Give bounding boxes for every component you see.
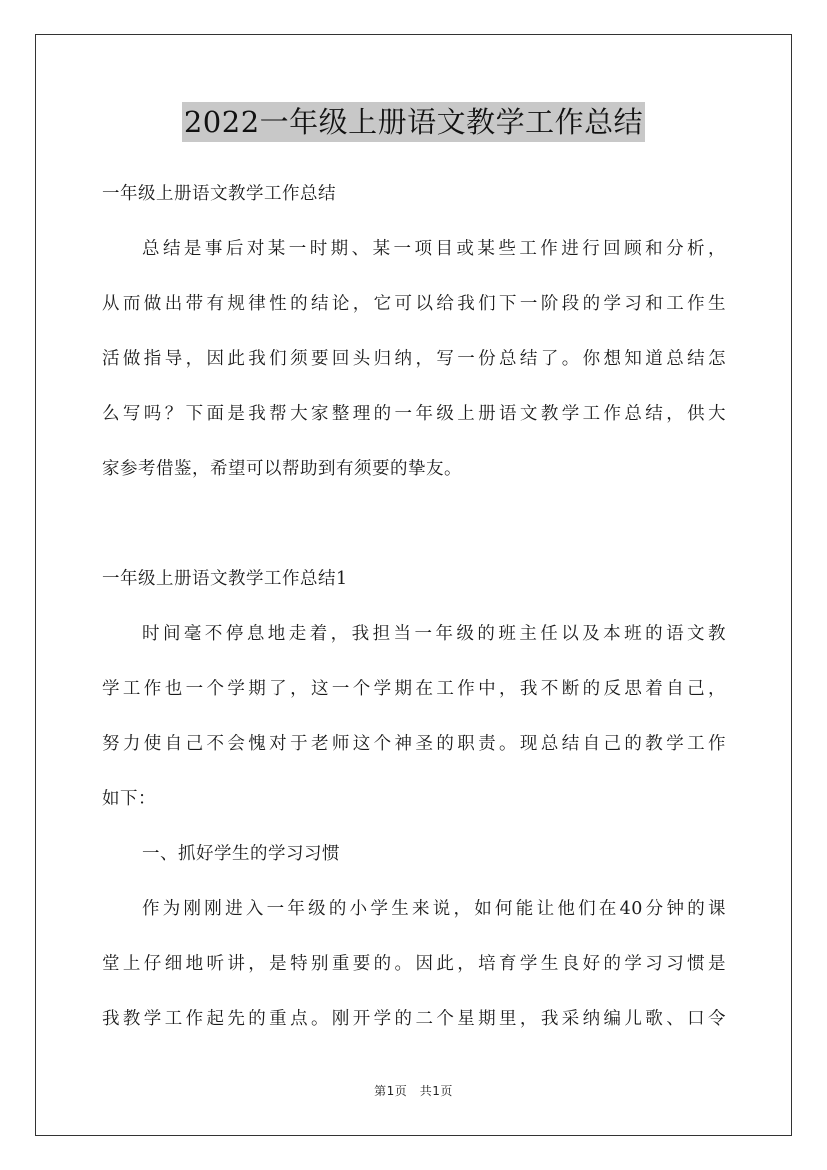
title-container <box>0 102 827 142</box>
paragraph-line: 我教学工作起先的重点。刚开学的二个星期里，我采纳编儿歌、口令 <box>102 1009 726 1029</box>
section-heading: 一年级上册语文教学工作总结1 <box>102 569 348 589</box>
subtitle-line: 一年级上册语文教学工作总结 <box>102 184 336 204</box>
paragraph-line: 家参考借鉴，希望可以帮助到有须要的挚友。 <box>102 459 462 479</box>
paragraph-line: 从而做出带有规律性的结论，它可以给我们下一阶段的学习和工作生 <box>102 294 726 314</box>
paragraph-line: 努力使自己不会愧对于老师这个神圣的职责。现总结自己的教学工作 <box>102 734 726 754</box>
paragraph-line: 总结是事后对某一时期、某一项目或某些工作进行回顾和分析， <box>142 239 726 259</box>
paragraph-line: 活做指导，因此我们须要回头归纳，写一份总结了。你想知道总结怎 <box>102 349 726 369</box>
paragraph-line: 时间毫不停息地走着，我担当一年级的班主任以及本班的语文教 <box>142 624 726 644</box>
page-footer: 第1页 共1页 <box>374 1084 453 1098</box>
document-title: 2022一年级上册语文教学工作总结 <box>182 102 645 142</box>
paragraph-gap <box>102 506 726 561</box>
paragraph-line: 堂上仔细地听讲，是特别重要的。因此，培育学生良好的学习习惯是 <box>102 954 726 974</box>
paragraph-line: 么写吗？下面是我帮大家整理的一年级上册语文教学工作总结，供大 <box>102 404 726 424</box>
paragraph-line: 作为刚刚进入一年级的小学生来说，如何能让他们在40分钟的课 <box>142 899 726 919</box>
document-body <box>102 176 726 1056</box>
subsection-heading: 一、抓好学生的学习习惯 <box>142 844 340 864</box>
paragraph-line: 学工作也一个学期了，这一个学期在工作中，我不断的反思着自己， <box>102 679 726 699</box>
paragraph-line: 如下： <box>102 789 156 809</box>
